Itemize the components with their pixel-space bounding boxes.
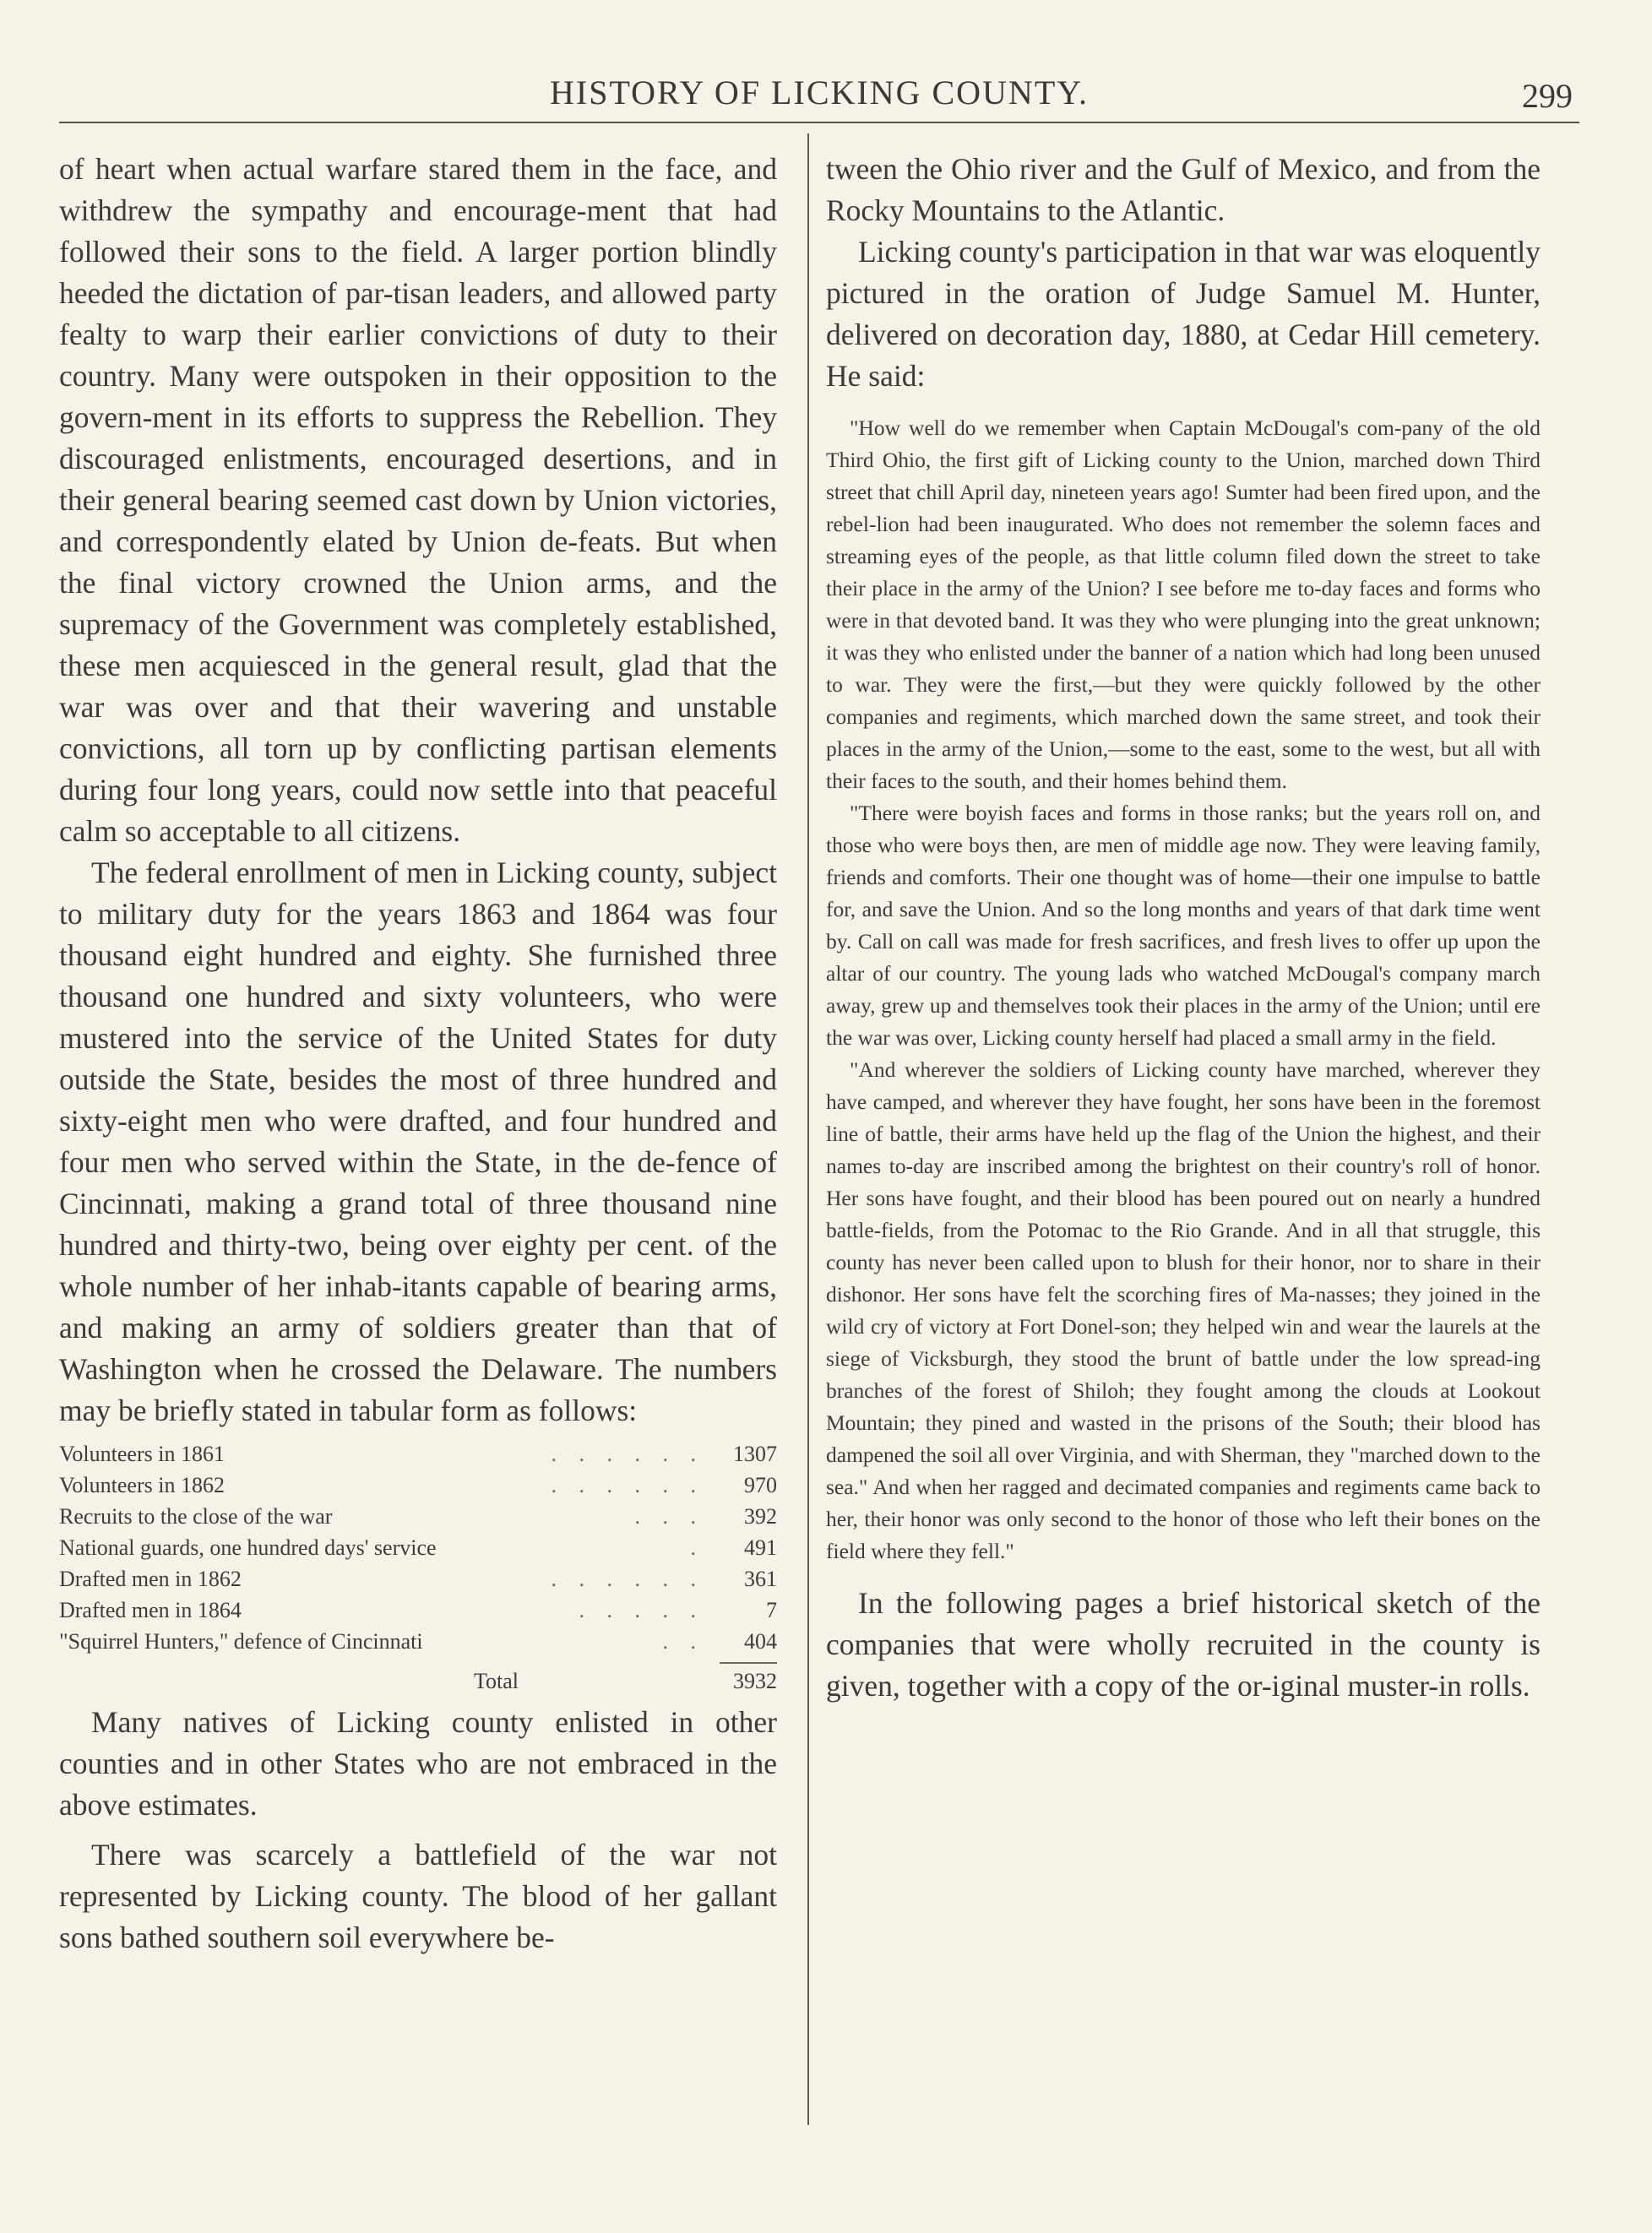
row-value: 392	[744, 1504, 777, 1529]
table-row	[59, 1563, 777, 1595]
total-value: 3932	[733, 1669, 777, 1693]
table-row	[59, 1626, 777, 1657]
table-row	[59, 1595, 777, 1626]
row-label: Volunteers in 1861	[59, 1442, 225, 1466]
total-rule	[720, 1662, 777, 1664]
table-row	[59, 1532, 777, 1563]
row-value: 491	[744, 1535, 777, 1560]
dot-leader: . . .	[634, 1504, 704, 1529]
row-value: 404	[744, 1629, 777, 1654]
dot-leader: . . . . . .	[551, 1473, 704, 1497]
row-value: 361	[744, 1567, 777, 1591]
paragraph: There was scarcely a battlefield of the war not represented by Licking county. The blood of her gallant sons bathed southern soil everywhere be-	[59, 1838, 777, 1954]
row-label: Volunteers in 1862	[59, 1473, 225, 1497]
table-row	[59, 1438, 777, 1470]
total-label: Total	[473, 1669, 519, 1693]
table-row	[59, 1470, 777, 1501]
enlistment-table	[59, 1438, 777, 1697]
row-label: Drafted men in 1864	[59, 1598, 242, 1622]
dot-leader: .	[690, 1535, 704, 1560]
table-total-row	[59, 1665, 777, 1697]
running-title: HISTORY OF LICKING COUNTY.	[550, 73, 1089, 111]
quote-paragraph: "There were boyish faces and forms in those ranks; but the years roll on, and those who were boys then, are men of middle age now. They were leaving family, friends and comforts. Their one thought was of home—their one impulse to battle for, and save the Union. And so the long months and years of that dark time went by. Call on call was made for fresh sacrifices, and fresh lives to offer up upon the altar of our country. The young lads who watched McDougal's company march away, grew up and themselves took their places in the army of the Union; until ere the war was over, Licking county herself had placed a small army in the field.	[826, 801, 1541, 1050]
table-row	[59, 1501, 777, 1532]
paragraph: Licking county's participation in that war was eloquently pictured in the oration of Judge Samuel M. Hunter, delivered on decoration day, 1880, at Cedar Hill cemetery. He said:	[826, 235, 1541, 393]
row-value: 970	[744, 1473, 777, 1497]
dot-leader: . .	[662, 1629, 704, 1654]
paragraph: tween the Ohio river and the Gulf of Mexico, and from the Rocky Mountains to the Atlantic.	[826, 152, 1541, 227]
right-column	[826, 149, 1541, 1707]
paragraph: In the following pages a brief historical sketch of the companies that were wholly recruited in the county is given, together with a copy of the or-iginal muster-in rolls.	[826, 1586, 1541, 1703]
row-label: Recruits to the close of the war	[59, 1504, 333, 1529]
row-label: National guards, one hundred days' service	[59, 1535, 437, 1560]
paragraph: Many natives of Licking county enlisted in other counties and in other States who are not embraced in the above estimates.	[59, 1705, 777, 1822]
oration-quote	[826, 412, 1541, 1567]
row-label: Drafted men in 1862	[59, 1567, 242, 1591]
column-divider	[807, 133, 809, 2125]
dot-leader: . . . . .	[579, 1598, 704, 1622]
dot-leader: . . . . . .	[551, 1567, 704, 1591]
row-value: 7	[766, 1598, 777, 1622]
page-number: 299	[1522, 77, 1573, 115]
paragraph: The federal enrollment of men in Licking county, subject to military duty for the years 1863 and 1864 was four thousand eight hundred and eighty. She furnished three thousand one hundred and sixty volunteers, who were mustered into the service of the United States for duty outside the State, besides the most of three hundred and sixty-eight men who were drafted, and four hundred and four men who served within the State, in the de-fence of Cincinnati, making a grand total of three thousand nine hundred and thirty-two, being over eighty per cent. of the whole number of her inhab-itants capable of bearing arms, and making an army of soldiers greater than that of Washington when he crossed the Delaware. The numbers may be briefly stated in tabular form as follows:	[59, 856, 777, 1427]
quote-paragraph: "How well do we remember when Captain McDougal's com-pany of the old Third Ohio, the first gift of Licking county to the Union, marched down Third street that chill April day, nineteen years ago! Sumter had been fired upon, and the rebel-lion had been inaugurated. Who does not remember the solemn faces and streaming eyes of the people, as that little column filed down the street to take their place in the army of the Union? I see before me to-day faces and forms who were in that devoted band. It was they who were plunging into the great unknown; it was they who enlisted under the banner of a nation which had long been unused to war. They were the first,—but they were quickly followed by the other companies and regiments, which marched down the same street, and took their places in the army of the Union,—some to the east, some to the west, but all with their faces to the south, and their homes behind them.	[826, 416, 1541, 793]
row-value: 1307	[733, 1442, 777, 1466]
row-label: "Squirrel Hunters," defence of Cincinnati	[59, 1629, 423, 1654]
quote-paragraph: "And wherever the soldiers of Licking county have marched, wherever they have camped, and wherever they have fought, her sons have been in the foremost line of battle, their arms have held up the flag of the Union the highest, and their names to-day are inscribed among the brightest on their country's roll of honor. Her sons have fought, and their blood has been poured out on nearly a hundred battle-fields, from the Potomac to the Rio Grande. And in all that struggle, this county has never been called upon to blush for their honor, nor to share in their dishonor. Her sons have felt the scorching fires of Ma-nasses; they joined in the wild cry of victory at Fort Donel-son; they helped win and wear the laurels at the siege of Vicksburgh, they stood the brunt of battle under the low spread-ing branches of the forest of Shiloh; they fought among the clouds at Lookout Mountain; they pined and wasted in the prisons of the South; their blood has dampened the soil all over Virginia, and with Sherman, they "marched down to the sea." And when her ragged and decimated companies and regiments came back to her, their honor was only second to the honor of those who left their bones on the field where they fell."	[826, 1057, 1541, 1563]
dot-leader: . . . . . .	[551, 1442, 704, 1466]
page-header	[59, 71, 1579, 123]
paragraph: of heart when actual warfare stared them in the face, and withdrew the sympathy and encourage-ment that had followed their sons to the field. A larger portion blindly heeded the dictation of par-tisan leaders, and allowed party fealty to warp their earlier convictions of duty to their country. Many were outspoken in their opposition to the govern-ment in its efforts to suppress the Rebellion. They discouraged enlistments, encouraged desertions, and in their general bearing seemed cast down by Union victories, and correspondently elated by Union de-feats. But when the final victory crowned the Union arms, and the supremacy of the Government was completely established, these men acquiesced in the general result, glad that the war was over and that their wavering and unstable convictions, all torn up by conflicting partisan elements during four long years, could now settle into that peaceful calm so acceptable to all citizens.	[59, 152, 777, 848]
left-column	[59, 149, 777, 1959]
